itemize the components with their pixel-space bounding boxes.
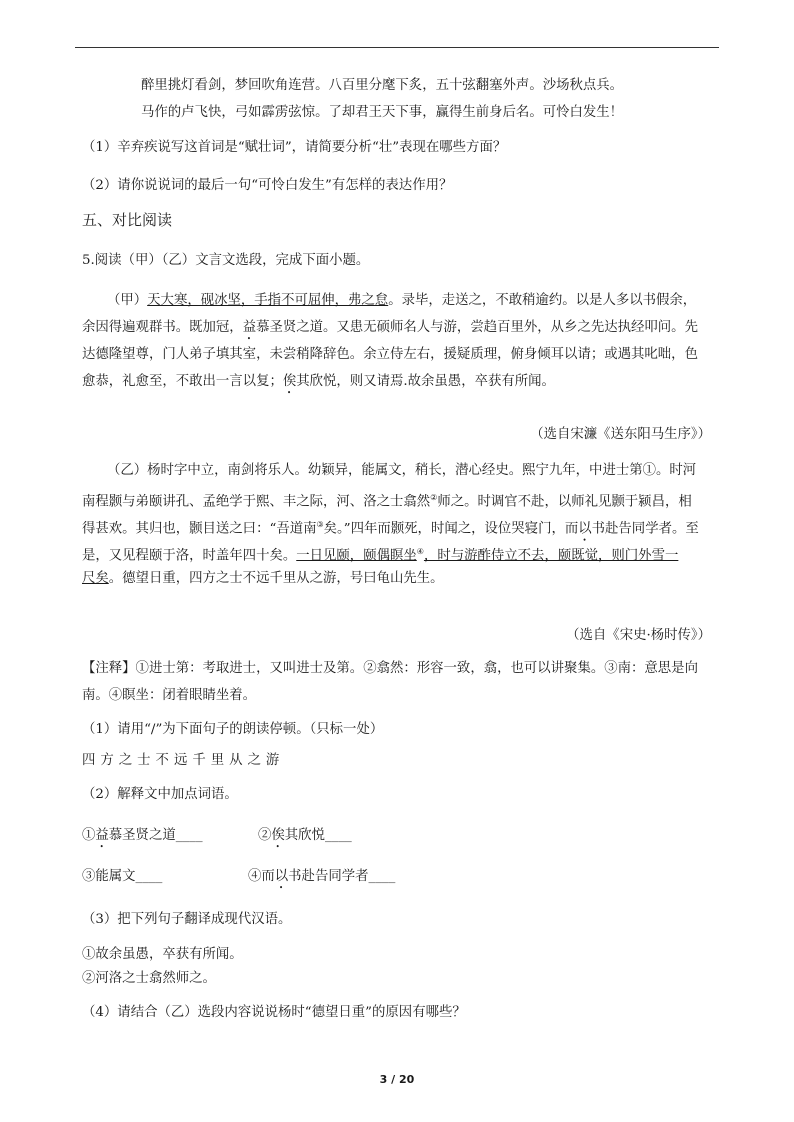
passage-text: 是，又见程颐于洛，时盖年四十矣。	[82, 548, 297, 564]
passage-text: 。德望日重，四方之士不远千里从之游，号曰龟山先生。	[108, 571, 444, 586]
passage-text: 得甚欢。其归也，颢目送之曰：“吾道南	[82, 521, 317, 537]
translate-item-2: ②河洛之士翕然师之。	[82, 971, 216, 986]
footnote-mark: ③	[316, 520, 324, 529]
passage-yi-line-4	[82, 542, 678, 566]
passage-yi-line-5	[82, 569, 444, 589]
item-number: ②	[258, 828, 272, 843]
passage-text: 师之。时调官不赴，以师礼见颢于颍昌，相	[437, 494, 692, 510]
passage-yi-source: （选自《宋史·杨时传》）	[566, 628, 711, 643]
sub-question-3: （3）把下列句子翻译成现代汉语。	[82, 912, 292, 927]
passage-text: 其欣悦，则又请焉.故余虽愚，卒获有所闻。	[296, 374, 555, 389]
passage-text: 南程颢与弟颐讲孔、孟绝学于熙、丰之际，河、洛之士翕然	[82, 494, 431, 510]
word-item-4	[248, 867, 395, 892]
passage-text: 慕圣贤之道。又患无硕师名人与游，尝趋百里外，从乡之先达执经叩问。先	[256, 320, 698, 335]
question-4-1: （1）辛弃疾说写这首词是“赋壮词”，请简要分析“壮”表现在哪些方面？	[82, 140, 507, 155]
item-text: 其欣悦____	[284, 828, 352, 843]
dotted-word: 俟	[271, 828, 285, 843]
underlined-sentence: ，时与游酢侍立不去，颐既觉，则门外雪一	[423, 548, 679, 564]
sub-question-4: （4）请结合（乙）选段内容说说杨时“德望日重”的原因有哪些？	[82, 1005, 466, 1020]
underlined-sentence: 尺矣	[82, 571, 109, 586]
item-number: ④而	[248, 869, 275, 884]
item-text: 书赴告同学者____	[288, 869, 396, 884]
dotted-word: 以	[274, 869, 289, 884]
sub-question-2: （2）解释文中加点词语。	[82, 787, 238, 802]
question-4-2: （2）请你说说词的最后一句“可怜白发生”有怎样的表达作用？	[82, 178, 453, 193]
passage-text: 书赴告同学者。至	[591, 521, 699, 537]
dotted-word: 益	[95, 828, 109, 843]
footnote-mark: ④	[416, 547, 424, 556]
word-item-3: ③能属文____	[82, 869, 163, 884]
translate-item-1: ①故余虽愚，卒获有所闻。	[82, 947, 243, 962]
passage-label: （甲）	[107, 293, 148, 308]
notes-line-2: 南。④瞑坐：闭着眼睛坐着。	[82, 688, 257, 703]
poem-line-1: 醉里挑灯看剑，梦回吹角连营。八百里分麾下炙，五十弦翻塞外声。沙场秋点兵。	[141, 78, 624, 93]
passage-jia-line-4	[82, 372, 555, 397]
section-title: 五、对比阅读	[82, 211, 173, 229]
sub-question-1: （1）请用“/”为下面句子的朗读停顿。（只标一处）	[82, 722, 384, 737]
word-item-2	[258, 826, 352, 851]
passage-text: 矣。”四年而颢死，时闻之，设位哭寝门，而	[323, 521, 579, 537]
notes-line-1: 【注释】①进士第：考取进士，又叫进士及第。②翕然：形容一致，翕，也可以讲聚集。③南：意思是向	[82, 661, 698, 676]
question-5-stem: 5.阅读（甲）（乙）文言文选段，完成下面小题。	[82, 253, 370, 268]
passage-text: 愈恭，礼愈至，不敢出一言以复；	[82, 374, 283, 389]
passage-text: 。录毕，走送之，不敢稍逾约。以是人多以书假余，	[388, 293, 697, 308]
word-item-1	[82, 826, 203, 851]
passage-jia-line-2	[82, 318, 698, 343]
dotted-word: 益	[242, 320, 257, 335]
header-rule	[75, 47, 719, 48]
passage-text: 余因得遍观群书。既加冠，	[82, 320, 243, 335]
underlined-sentence: 一日见颐，颐偶瞑坐	[296, 548, 417, 564]
passage-yi-line-3	[82, 515, 699, 544]
page-number: 3 / 20	[379, 1073, 415, 1086]
dotted-word: 以	[578, 521, 592, 537]
underlined-sentence: 天大寒，砚冰坚，手指不可屈伸，弗之怠	[147, 293, 389, 308]
passage-yi-line-1: （乙）杨时字中立，南剑将乐人。幼颖异，能属文，稍长，潜心经史。熙宁九年，中进士第①。时河	[107, 463, 697, 478]
dotted-word: 俟	[282, 374, 297, 389]
passage-jia-line-3: 达德隆望尊，门人弟子填其室，未尝稍降辞色。余立侍左右，援疑质理，俯身倾耳以请；或遇其叱咄，色	[82, 347, 698, 362]
passage-jia-source: （选自宋濂《送东阳马生序》）	[530, 427, 711, 442]
passage-jia-line-1	[107, 291, 696, 311]
poem-line-2: 马作的卢飞快，弓如霹雳弦惊。了却君王天下事，赢得生前身后名。可怜白发生！	[141, 105, 624, 120]
passage-yi-line-2	[82, 488, 692, 512]
pause-sentence: 四方之士不远千里从之游	[82, 753, 285, 768]
item-text: 慕圣贤之道____	[108, 828, 203, 843]
footnote-mark: ②	[430, 493, 438, 502]
item-number: ①	[82, 828, 96, 843]
